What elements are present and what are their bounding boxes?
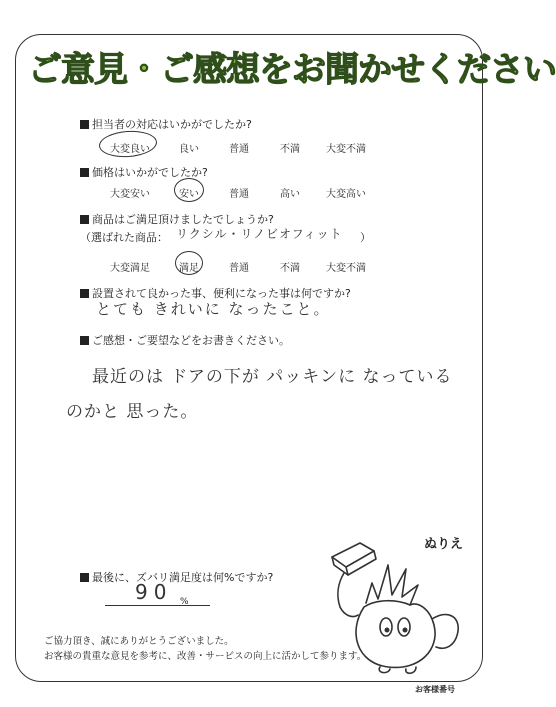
- question-label: 商品はご満足頂けましたでしょうか?: [92, 213, 274, 226]
- mascot-illustration: [318, 535, 473, 675]
- question-satisfaction: [80, 569, 273, 585]
- answer-underline: [105, 605, 210, 606]
- bullet-icon: [80, 215, 89, 224]
- option[interactable]: 普通: [229, 144, 249, 155]
- page-title: ご意見・ご感想をお聞かせください: [28, 50, 556, 90]
- satisfaction-value: 90: [135, 580, 173, 604]
- option[interactable]: 普通: [229, 263, 249, 274]
- benefit-answer: とても きれいに なったこと。: [96, 300, 331, 318]
- question-staff: [80, 116, 252, 132]
- product-handwritten: リクシル・リノビオフィット: [176, 227, 343, 241]
- option[interactable]: 不満: [280, 144, 300, 155]
- coloring-label: ぬりえ: [424, 537, 464, 552]
- option[interactable]: 普通: [229, 189, 249, 200]
- bullet-icon: [80, 573, 89, 582]
- footer-thanks: ご協力頂き、誠にありがとうございました。: [44, 636, 234, 647]
- option[interactable]: 高い: [280, 189, 300, 200]
- selected-circle: [175, 251, 203, 275]
- comment-line-2: のかと 思った。: [66, 402, 199, 422]
- footer-message: お客様の貴重な意見を参考に、改善・サービスの向上に活かして参ります。: [44, 651, 367, 662]
- comment-line-1: 最近のは ドアの下が パッキンに なっている: [92, 367, 453, 387]
- product-prefix: （選ばれた商品：: [80, 231, 168, 244]
- option[interactable]: 大変満足: [110, 263, 150, 274]
- question-label: ご感想・ご要望などをお書きください。: [92, 334, 290, 347]
- question-comments: [80, 332, 290, 348]
- option[interactable]: 大変安い: [110, 189, 150, 200]
- option[interactable]: 不満: [280, 263, 300, 274]
- question-label: 最後に、ズバリ満足度は何%ですか?: [92, 571, 274, 584]
- option[interactable]: 大変高い: [326, 189, 366, 200]
- product-line: [80, 229, 168, 245]
- customer-number-label: お客様番号: [415, 685, 455, 694]
- question-label: 設置されて良かった事、便利になった事は何ですか?: [92, 287, 351, 300]
- option[interactable]: 安い: [179, 189, 199, 200]
- option[interactable]: 大変不満: [326, 144, 366, 155]
- option[interactable]: 良い: [179, 144, 199, 155]
- bullet-icon: [80, 289, 89, 298]
- bullet-icon: [80, 120, 89, 129]
- bullet-icon: [80, 168, 89, 177]
- percent-unit: %: [180, 597, 189, 607]
- selected-circle: [174, 178, 204, 202]
- question-label: 担当者の対応はいかがでしたか?: [92, 118, 252, 131]
- product-suffix: ）: [360, 231, 371, 244]
- bullet-icon: [80, 336, 89, 345]
- option[interactable]: 大変不満: [326, 263, 366, 274]
- option[interactable]: 大変良い: [110, 144, 150, 155]
- option[interactable]: 満足: [179, 263, 199, 274]
- question-label: 価格はいかがでしたか?: [92, 166, 208, 179]
